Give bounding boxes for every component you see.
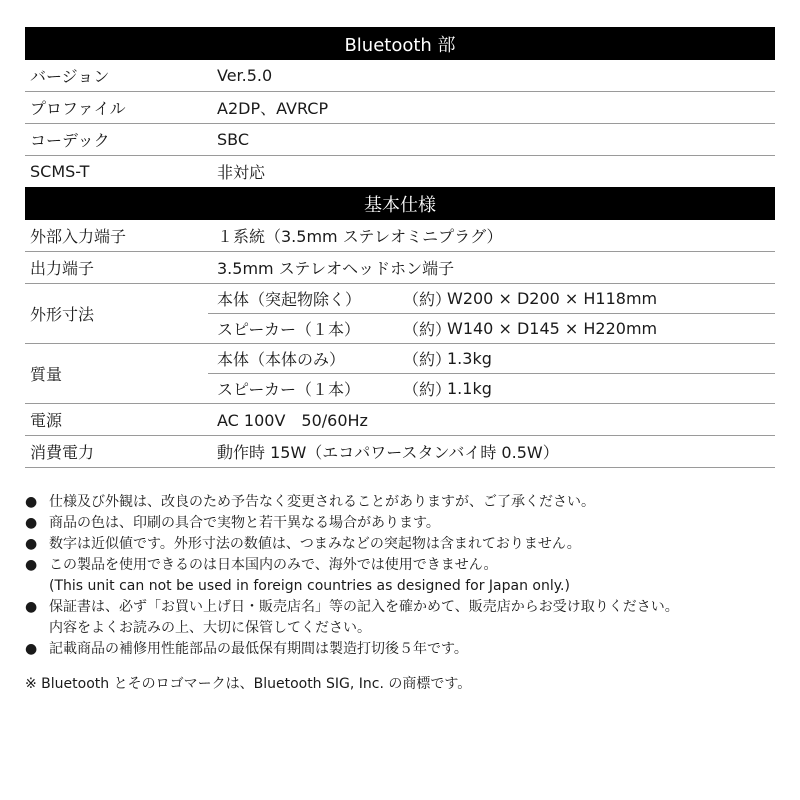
spec-approx: （約） bbox=[403, 320, 452, 339]
spec-value: A2DP、AVRCP bbox=[217, 99, 329, 118]
note-item bbox=[25, 597, 785, 639]
spec-subrow bbox=[208, 373, 775, 403]
note-text: 保証書は、必ず「お買い上げ日・販売店名」等の記入を確かめて、販売店からお受け取りください。 bbox=[49, 599, 679, 615]
spec-value: SBC bbox=[217, 130, 250, 149]
spec-row-codec bbox=[25, 124, 775, 156]
spec-value: Ver.5.0 bbox=[217, 66, 273, 85]
note-item bbox=[25, 492, 785, 513]
spec-label: プロファイル bbox=[30, 99, 126, 118]
spec-subrow bbox=[208, 313, 775, 343]
spec-sheet bbox=[25, 27, 775, 468]
spec-label: 消費電力 bbox=[30, 443, 95, 462]
spec-label: バージョン bbox=[30, 67, 110, 86]
spec-label: コーデック bbox=[30, 131, 110, 150]
spec-row-version bbox=[25, 60, 775, 92]
notes-list bbox=[25, 492, 785, 695]
spec-label: 外形寸法 bbox=[30, 305, 95, 324]
note-text: 数字は近似値です。外形寸法の数値は、つまみなどの突起物は含まれておりません。 bbox=[49, 536, 581, 552]
spec-subrow bbox=[208, 284, 775, 313]
note-item bbox=[25, 534, 785, 555]
spec-part: 本体（本体のみ） bbox=[217, 350, 346, 369]
trademark-footnote: ※ Bluetooth とそのロゴマークは、Bluetooth SIG, Inc. の商標です。 bbox=[25, 676, 472, 692]
spec-group-dimensions bbox=[25, 284, 775, 344]
bluetooth-section-header: Bluetooth 部 bbox=[25, 27, 775, 60]
note-text: 仕様及び外観は、改良のため予告なく変更されることがありますが、ご了承ください。 bbox=[49, 494, 595, 510]
spec-label: 出力端子 bbox=[30, 259, 95, 278]
spec-part: スピーカー（１本） bbox=[217, 380, 361, 399]
spec-value: １系統（3.5mm ステレオミニプラグ） bbox=[217, 227, 503, 246]
note-item bbox=[25, 555, 785, 597]
bullet-icon: ● bbox=[25, 641, 38, 657]
bullet-icon: ● bbox=[25, 536, 38, 552]
spec-row-output bbox=[25, 252, 775, 284]
note-item bbox=[25, 639, 785, 660]
spec-label: 電源 bbox=[30, 411, 63, 430]
spec-group-weight bbox=[25, 344, 775, 404]
spec-subrow bbox=[208, 344, 775, 373]
spec-label: 外部入力端子 bbox=[30, 227, 127, 246]
spec-row-profile bbox=[25, 92, 775, 124]
spec-approx: （約） bbox=[403, 380, 452, 399]
bullet-icon: ● bbox=[25, 494, 38, 510]
basic-section-header: 基本仕様 bbox=[25, 187, 775, 220]
spec-value: AC 100V 50/60Hz bbox=[217, 411, 368, 430]
spec-value: W140 × D145 × H220mm bbox=[447, 319, 658, 338]
spec-row-consumption bbox=[25, 436, 775, 468]
spec-label: SCMS-T bbox=[30, 162, 90, 181]
bullet-icon: ● bbox=[25, 557, 38, 573]
note-text: 商品の色は、印刷の具合で実物と若干異なる場合があります。 bbox=[49, 515, 440, 531]
spec-row-input bbox=[25, 220, 775, 252]
spec-part: 本体（突起物除く） bbox=[217, 290, 362, 309]
spec-value: 非対応 bbox=[217, 163, 266, 182]
spec-approx: （約） bbox=[403, 290, 452, 309]
spec-value: 1.3kg bbox=[447, 349, 492, 368]
spec-label: 質量 bbox=[30, 365, 63, 384]
spec-value: 3.5mm ステレオヘッドホン端子 bbox=[217, 259, 455, 278]
bullet-icon: ● bbox=[25, 515, 38, 531]
note-text: 記載商品の補修用性能部品の最低保有期間は製造打切後５年です。 bbox=[49, 641, 468, 657]
bullet-icon: ● bbox=[25, 599, 38, 615]
note-text: 内容をよくお読みの上、大切に保管してください。 bbox=[49, 620, 371, 636]
note-text: (This unit can not be used in foreign countries as designed for Japan only.) bbox=[49, 578, 570, 594]
spec-value: 1.1kg bbox=[447, 379, 492, 398]
spec-value: 動作時 15W（エコパワースタンバイ時 0.5W） bbox=[217, 443, 559, 462]
spec-approx: （約） bbox=[403, 350, 452, 369]
note-text: この製品を使用できるのは日本国内のみで、海外では使用できません。 bbox=[49, 557, 498, 573]
spec-part: スピーカー（１本） bbox=[217, 320, 361, 339]
spec-value: W200 × D200 × H118mm bbox=[447, 289, 658, 308]
spec-row-power bbox=[25, 404, 775, 436]
note-item bbox=[25, 513, 785, 534]
spec-row-scms bbox=[25, 156, 775, 187]
